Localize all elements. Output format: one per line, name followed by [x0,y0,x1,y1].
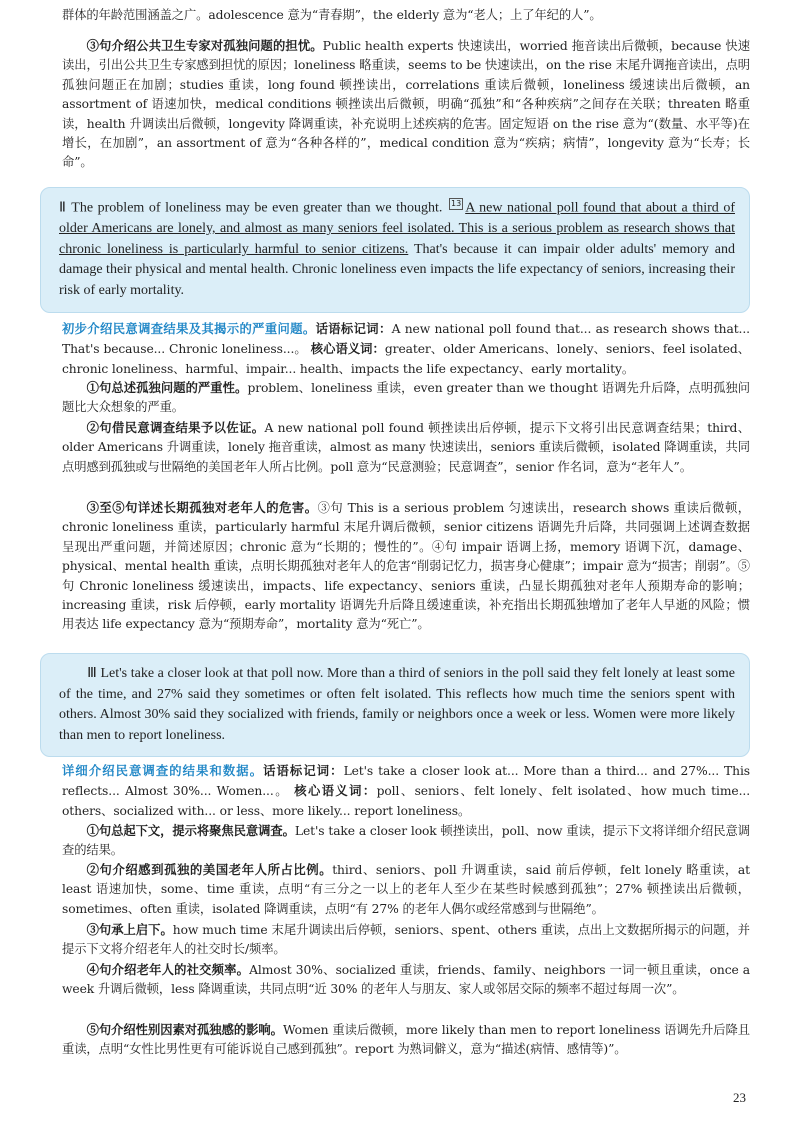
section3-sentence1 [62,821,750,861]
sentence-heading: ④句介绍老年人的社交频率。 [86,962,250,977]
core-words: greater、older Americans、lonely、seniors、feel isolated、chronic loneliness、harmful、impair... health、impacts the life expectancy、early mortality。 [62,342,750,376]
sentence-body: ③句 This is a serious problem 匀速读出，research shows 重读后微顿，chronic loneliness 重读，particularly harmful 末尾升调后微顿，senior citizens 语调先升后降，共同强调上述调查数据呈现出严重问题，并简述原因；chronic 意为“长期的；慢性的”。④句 impair 语调上扬，memory 语调下沉，damage、physical、mental health 重读，点明长期孤独对老年人的危害“削弱记忆力，损害身心健康”；impair 意为“损害；削弱”。⑤句 Chronic loneliness 缓速读出，impacts、life expectancy、seniors 重读，凸显长期孤独对老年人预期寿命的影响；increasing 重读，risk 后停顿，early mortality 语调先升后降且缓速重读，补充指出长期孤独增加了老年人早逝的风险；惯用表达 life expectancy 意为“预期寿命”，mortality 意为“死亡”。 [62,501,751,632]
label-discourse-markers: 话语标记词： [263,763,344,778]
sentence-body: Let's take a closer look 顿挫读出，poll、now 重读，提示下文将详细介绍民意调查的结果。 [62,824,750,858]
section3-intro [62,761,750,821]
sentence-heading: ③句介绍公共卫生专家对孤独问题的担忧。 [86,38,323,53]
question-marker: 13 [451,199,462,208]
section3-sentence4 [62,960,750,1000]
sentence-body: Women 重读后微顿，more likely than men to report loneliness 语调先升后降且重读，点明“女性比男性更有可能诉说自己感到孤独”。report 为熟词僻义，意为“描述(病情、感情等)”。 [62,1023,750,1057]
sentence-heading: ①句总起下文，提示将聚焦民意调查。 [86,823,295,838]
section2-sentence3-5 [62,498,750,635]
section3-sentence2 [62,860,750,919]
section3-sentence5 [62,1020,750,1060]
paragraph-continuation: 群体的年龄范围涵盖之广。adolescence 意为“青春期”，the elderly 意为“老人；上了年纪的人”。 [62,8,602,22]
sentence-body: Almost 30%、socialized 重读，friends、family、neighbors 一词一顿且重读，once a week 升调后微顿，less 降调重读，共同点明“近 30% 的老年人与朋友、家人或邻居交际的频率不超过每周一次”。 [62,963,751,997]
passage-box-3 [40,653,750,757]
core-words: poll、seniors、felt lonely、felt isolated、how much time... others、socialized with... or less、more likely... report loneliness。 [62,784,751,818]
section-heading: 详细介绍民意调查的结果和数据。 [62,763,264,778]
sentence-heading: ③句承上启下。 [86,922,173,937]
section-numeral: Ⅱ [59,200,67,216]
label-core-words: 核心语义词： [294,783,377,799]
sentence-body: A new national poll found 顿挫读出后停顿，提示下文将引出民意调查结果；third、older Americans 升调重读，lonely 拖音重读，almost as many 快速读出，seniors 重读后微顿，isolated 降调重读，共同点明感到孤独或与世隔绝的美国老年人所占比例。poll 意为“民意测验；民意调查”，senior 作名词，意为“老年人”。 [62,421,751,474]
sentence-heading: ①句总述孤独问题的严重性。 [86,380,248,395]
section-numeral: Ⅲ [87,666,97,681]
passage-sentence: That's because it can impair older adults' memory and damage their physical and mental health. Chronic loneliness even impacts the life expectancy of seniors, increasing their risk of early mortality. [59,241,736,299]
section-heading: 初步介绍民意调查结果及其揭示的严重问题。 [62,321,316,336]
sentence-body: Public health experts 快速读出，worried 拖音读出后微顿，because 快速读出，引出公共卫生专家感到担忧的原因；loneliness 略重读，seems to be 快速读出，on the rise 末尾升调拖音读出，点明孤独问题正在加剧；studies 重读，long found 顿挫读出，correlations 重读后微顿，loneliness 缓速读出后微顿，an assortment of 语速加快，medical conditions 顿挫读出后微顿，明确“孤独”和“各种疾病”之间存在关联；threaten 略重读，health 升调读出后微顿，longevity 降调重读，补充说明上述疾病的危害。固定短语 on the rise 意为“(数量、水平等)在增长，在加剧”，an assortment of 意为“各种各样的”，medical condition 意为“疾病；病情”，longevity 意为“长寿；长命”。 [62,39,750,170]
section3-sentence3 [62,920,750,960]
sentence-body: problem、loneliness 重读，even greater than we thought 语调先升后降，点明孤独问题比大众想象的严重。 [62,381,751,415]
sentence-body: how much time 末尾升调读出后停顿，seniors、spent、others 重读，点出上文数据所揭示的问题，并提示下文将介绍老年人的社交时长/频率。 [62,923,750,957]
sentence-body: third、seniors、poll 升调重读，said 前后停顿，felt lonely 略重读，at least 语速加快，some、time 重读，点明“有三分之一以上的老年人至少在某些时候感到孤独”；27% 顿挫读出后微顿，sometimes、often 重读，isolated 降调重读，点明“有 27% 的老年人偶尔或经常感到与世隔绝”。 [62,863,750,916]
sentence-heading: ⑤句介绍性别因素对孤独感的影响。 [86,1022,283,1037]
page-number: 23 [733,1090,746,1105]
passage-box-2 [40,187,750,313]
sentence-heading: ②句介绍感到孤独的美国老年人所占比例。 [86,862,333,877]
paragraph-sentence3-explanation [62,36,750,173]
section2-sentence2 [62,418,750,477]
passage-sentence: The problem of loneliness may be even greater than we thought. [71,200,443,216]
passage-text: Let's take a closer look at that poll now. More than a third of seniors in the poll said they felt lonely at least some of the time, and 27% said they sometimes or often felt isolated. This reflects how much time the seniors spent with others. Almost 30% said they socialized with friends, family or neighbors once a week or less. Women were more likely than men to report loneliness. [59,666,735,743]
section2-intro [62,319,750,379]
underlined-passage: A new national poll found that about a third of older Americans are lonely, and almost as many seniors feel isolated. This is a serious problem as research shows that chronic loneliness is particularly harmful to senior citizens. [59,200,735,257]
sentence-heading: ③至⑤句详述长期孤独对老年人的危害。 [86,500,318,515]
section2-sentence1 [62,378,750,418]
label-core-words: 核心语义词： [310,341,385,357]
discourse-markers: A new national poll found that... as research shows that... That's because... Chronic loneliness...。 [62,322,750,357]
label-discourse-markers: 话语标记词： [315,321,392,336]
sentence-heading: ②句借民意调查结果予以佐证。 [86,420,265,435]
discourse-markers: Let's take a closer look at... More than a third... and 27%... This reflects... Almost 30%... Women...。 [62,764,750,799]
